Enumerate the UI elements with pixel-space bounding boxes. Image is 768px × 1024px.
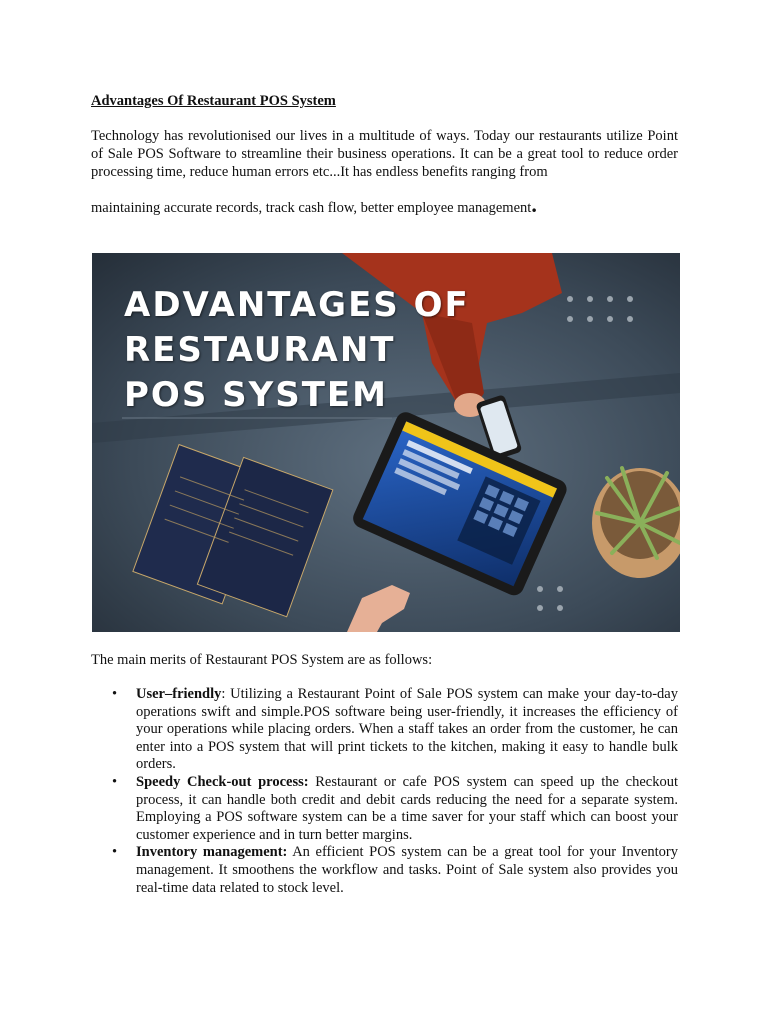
hero-image — [92, 253, 680, 632]
hero-title — [124, 283, 470, 418]
hero-title-line-3: POS SYSTEM — [124, 375, 388, 415]
list-item — [91, 686, 678, 774]
list-item-separator: : — [221, 686, 231, 702]
intro-paragraph: Technology has revolutionised our lives in a multitude of ways. Today our restaurants utilize Point of Sale POS Software to streamline their business operations. It can be a great tool to reduce order processing time, reduce human errors etc...It has endless benefits ranging from — [91, 128, 678, 180]
list-item-title: Speedy Check-out process: — [136, 773, 309, 790]
hero-title-line-2: RESTAURANT — [124, 330, 396, 370]
list-item-title: Inventory management: — [136, 844, 288, 861]
list-item — [91, 774, 678, 844]
intro-paragraph-continued — [91, 192, 678, 217]
merits-intro: The main merits of Restaurant POS System are as follows: — [91, 652, 433, 668]
bullet-marker: • — [112, 686, 118, 702]
list-item-title: User–friendly — [136, 686, 222, 702]
bullet-marker: • — [112, 773, 118, 790]
intro-continuation: maintaining accurate records, track cash flow, better employee management — [91, 200, 532, 216]
bullet-marker: • — [112, 844, 118, 861]
page-title: Advantages Of Restaurant POS System — [91, 93, 336, 109]
list-item — [91, 844, 678, 897]
hero-title-line-1: ADVANTAGES OF — [124, 285, 470, 325]
list-item-text: Restaurant or cafe POS system can speed up the checkout process, it can handle both credit and debit cards reducing the need for a separate system. Employing a POS software system can be a time saver for your staff which can boost your customer experience and in turn better margins. — [136, 773, 678, 843]
intro-end-mark: . — [531, 192, 537, 217]
benefits-list — [91, 686, 678, 897]
list-item-text: Utilizing a Restaurant Point of Sale POS system can make your day-to-day operations swift and simple.POS software being user-friendly, it increases the efficiency of your operations while placing orders. When a staff takes an order from the customer, he can enter into a POS system that will print tickets to the kitchen, making it easy to handle bulk orders. — [136, 686, 678, 773]
list-item-text: An efficient POS system can be a great tool for your Inventory management. It smoothens the workflow and tasks. Point of Sale system also provides you real-time data related to stock level. — [136, 844, 678, 896]
